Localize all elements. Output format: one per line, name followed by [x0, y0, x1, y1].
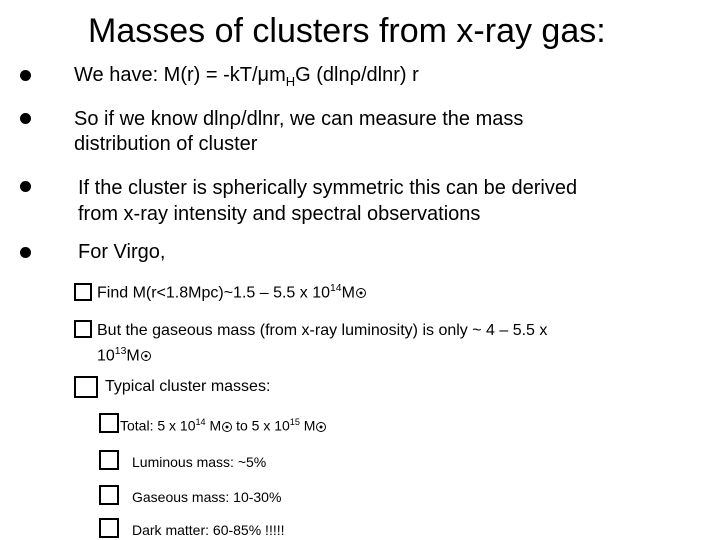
bullet-dot [20, 113, 31, 124]
sun-symbol-icon [222, 422, 232, 432]
virgo-total-mass: Find M(r<1.8Mpc)~1.5 – 5.5 x $10^{14}M$ [97, 283, 366, 302]
bullet-dot [20, 247, 31, 258]
bullet-density-gradient: So if we know dlnρ/dlnr, we can measure the mass distribution of cluster [74, 108, 524, 155]
mu-symbol: μ [257, 64, 270, 86]
checkbox-square [99, 485, 119, 505]
virgo-gas-mass: But the gaseous mass (from x-ray luminosity) is only ~ 4 – 5.5 x $10^{13}M$ [97, 322, 548, 365]
bullet-spherical-symmetry: If the cluster is spherically symmetric this can be derived from x-ray intensity and spectral observations [78, 177, 578, 225]
bullet-dot [20, 181, 31, 192]
gaseous-mass: Gaseous mass: 10-30% [132, 489, 282, 505]
sun-symbol-icon [356, 288, 366, 298]
bullet-mass-equation: We have: $M(r) = -kT/\mu m_HG$ (dlnρ/dlnr) r [74, 64, 419, 89]
rho-symbol: ρ [349, 64, 361, 86]
sun-symbol-icon [316, 422, 326, 432]
checkbox-square [99, 450, 119, 470]
sun-symbol-icon [141, 351, 151, 361]
bullet-virgo: For Virgo, [78, 241, 166, 263]
slide-title: Masses of clusters from x-ray gas: [88, 12, 606, 50]
dark-matter-mass: Dark matter: 60-85% !!!!! [132, 522, 285, 538]
typical-masses-heading: Typical cluster masses: [105, 378, 271, 395]
checkbox-square [99, 518, 119, 538]
total-mass-range: Total: 5 x $10^{14}$ M to 5 x $10^{15}$ M [120, 417, 326, 434]
checkbox-square [74, 320, 92, 338]
checkbox-square [74, 283, 92, 301]
checkbox-square [99, 413, 119, 433]
checkbox-square [74, 376, 98, 398]
luminous-mass: Luminous mass: ~5% [132, 454, 267, 470]
rho-symbol: ρ [229, 108, 242, 130]
bullet-dot [20, 70, 31, 81]
